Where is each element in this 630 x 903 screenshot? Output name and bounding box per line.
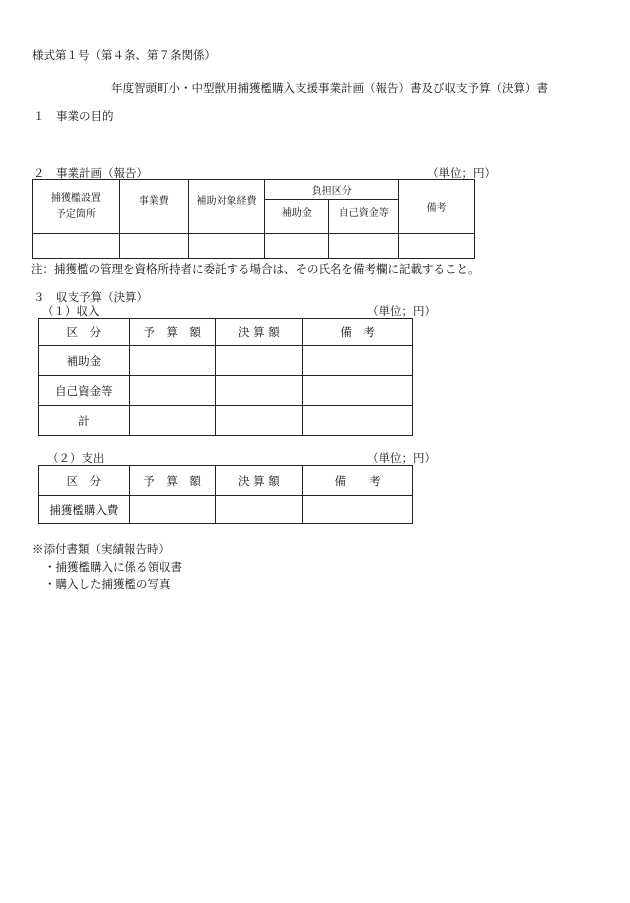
income-remarks-cell[interactable] xyxy=(303,406,413,436)
header-own-funds: 自己資金等 xyxy=(329,200,399,234)
income-budget-cell[interactable] xyxy=(129,346,215,376)
income-unit: （単位；円） xyxy=(367,304,436,318)
expense-budget-cell[interactable] xyxy=(129,496,215,524)
section3-heading: ３ 収支予算（決算） xyxy=(33,290,148,304)
income-budget-cell[interactable] xyxy=(129,406,215,436)
income-settlement-cell[interactable] xyxy=(215,346,303,376)
section2-heading: ２ 事業計画（報告） xyxy=(33,166,148,180)
section1-heading: １ 事業の目的 xyxy=(33,109,114,123)
cell-location[interactable] xyxy=(33,234,120,259)
expense-header-category: 区 分 xyxy=(39,466,130,496)
expense-header-budget: 予 算 額 xyxy=(129,466,215,496)
section2-note: 注：捕獲檻の管理を資格所持者に委託する場合は、その氏名を備考欄に記載すること。 xyxy=(31,262,480,276)
expense-remarks-cell[interactable] xyxy=(303,496,413,524)
header-subsidy: 補助金 xyxy=(265,200,329,234)
income-header-settlement: 決 算 額 xyxy=(215,319,303,346)
income-settlement-cell[interactable] xyxy=(215,376,303,406)
expense-unit: （単位；円） xyxy=(367,451,436,465)
cell-remarks[interactable] xyxy=(399,234,475,259)
header-eligible: 補助対象経費 xyxy=(188,180,265,234)
income-header-remarks: 備 考 xyxy=(303,319,413,346)
income-remarks-cell[interactable] xyxy=(303,376,413,406)
attachments-heading: ※添付書類（実績報告時） xyxy=(32,542,170,556)
income-row-label: 計 xyxy=(39,406,130,436)
section2-unit: （単位；円） xyxy=(427,166,496,180)
form-label: 様式第１号（第４条、第７条関係） xyxy=(32,48,216,62)
income-header-category: 区 分 xyxy=(39,319,130,346)
cell-subsidy[interactable] xyxy=(265,234,329,259)
income-row-label: 自己資金等 xyxy=(39,376,130,406)
attachment-item: ・購入した捕獲檻の写真 xyxy=(44,577,171,591)
header-remarks: 備考 xyxy=(399,180,475,234)
cell-own-funds[interactable] xyxy=(329,234,399,259)
cell-eligible[interactable] xyxy=(188,234,265,259)
expense-table xyxy=(38,465,413,524)
page-title: 年度智頭町小・中型獣用捕獲檻購入支援事業計画（報告）書及び収支予算（決算）書 xyxy=(111,81,548,95)
cell-cost[interactable] xyxy=(119,234,188,259)
header-location: 捕獲檻設置 予定箇所 xyxy=(33,180,120,234)
income-table xyxy=(38,318,413,436)
header-cost: 事業費 xyxy=(119,180,188,234)
expense-settlement-cell[interactable] xyxy=(215,496,303,524)
income-row-label: 補助金 xyxy=(39,346,130,376)
expense-heading: （２）支出 xyxy=(47,451,105,465)
plan-table xyxy=(32,179,475,259)
income-settlement-cell[interactable] xyxy=(215,406,303,436)
income-heading: （１）収入 xyxy=(42,304,100,318)
expense-header-remarks: 備 考 xyxy=(303,466,413,496)
header-burden: 負担区分 xyxy=(265,180,399,200)
expense-row-label: 捕獲檻購入費 xyxy=(39,496,130,524)
attachment-item: ・捕獲檻購入に係る領収書 xyxy=(44,560,182,574)
income-header-budget: 予 算 額 xyxy=(129,319,215,346)
income-budget-cell[interactable] xyxy=(129,376,215,406)
income-remarks-cell[interactable] xyxy=(303,346,413,376)
expense-header-settlement: 決 算 額 xyxy=(215,466,303,496)
